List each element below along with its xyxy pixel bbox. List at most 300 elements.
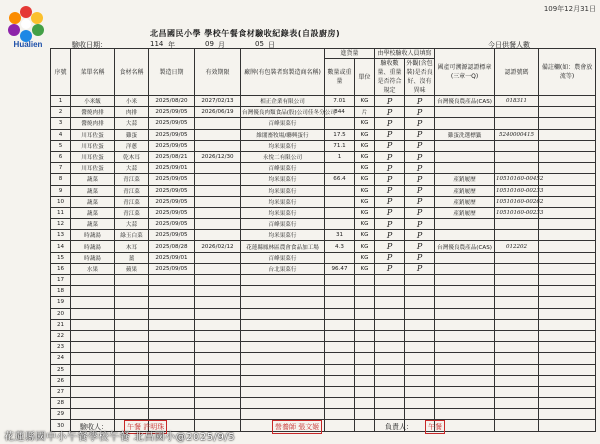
- row-check-odor: [405, 286, 435, 297]
- row-exp: [195, 129, 241, 140]
- row-trace: 台灣優良農產品(CAS): [435, 241, 495, 252]
- row-cert: [495, 342, 539, 353]
- date-year: 114: [150, 40, 164, 48]
- row-cert: [495, 275, 539, 286]
- row-no: 17: [51, 275, 71, 286]
- col-qty: 數量或重量: [325, 59, 355, 96]
- row-mfg: [149, 275, 195, 286]
- row-dish: [71, 319, 115, 330]
- row-trace: 產銷履歷: [435, 185, 495, 196]
- row-check-odor: P: [405, 107, 435, 118]
- row-trace: [435, 286, 495, 297]
- row-remark: [539, 319, 596, 330]
- table-row: [51, 275, 596, 286]
- row-trace: 產銷履歷: [435, 207, 495, 218]
- row-no: 3: [51, 118, 71, 129]
- row-unit: [355, 398, 375, 409]
- row-qty: [325, 207, 355, 218]
- row-remark: [539, 207, 596, 218]
- table-row: [51, 207, 596, 218]
- row-unit: KG: [355, 163, 375, 174]
- row-vendor: [241, 297, 325, 308]
- row-qty: [325, 163, 355, 174]
- row-check-qty: [375, 275, 405, 286]
- table-row: [51, 319, 596, 330]
- row-check-odor: P: [405, 207, 435, 218]
- row-dish: 川耳佐蛋: [71, 151, 115, 162]
- row-dish: [71, 364, 115, 375]
- row-trace: [435, 230, 495, 241]
- row-remark: [539, 308, 596, 319]
- row-ingredient: [115, 319, 149, 330]
- row-mfg: 2025/09/05: [149, 219, 195, 230]
- row-check-qty: P: [375, 140, 405, 151]
- row-qty: [325, 319, 355, 330]
- today-servings-label: 今日供餐人數: [488, 41, 530, 49]
- col-no: 序號: [51, 49, 71, 96]
- row-ingredient: 青江菜: [115, 196, 149, 207]
- row-exp: [195, 353, 241, 364]
- row-remark: [539, 375, 596, 386]
- row-cert: [495, 252, 539, 263]
- row-remark: [539, 330, 596, 341]
- row-ingredient: [115, 297, 149, 308]
- row-remark: [539, 230, 596, 241]
- row-check-odor: [405, 330, 435, 341]
- row-vendor: [241, 275, 325, 286]
- col-vendor: 廠牌(有包裝者寫製造商名稱): [241, 49, 325, 96]
- table-row: [51, 364, 596, 375]
- row-cert: [495, 375, 539, 386]
- row-exp: [195, 286, 241, 297]
- row-check-odor: P: [405, 196, 435, 207]
- row-remark: [539, 174, 596, 185]
- row-exp: [195, 163, 241, 174]
- row-check-odor: P: [405, 219, 435, 230]
- row-remark: [539, 398, 596, 409]
- row-dish: 蔬菜: [71, 196, 115, 207]
- row-unit: KG: [355, 252, 375, 263]
- col-ingredient: 食材名稱: [115, 49, 149, 96]
- date-month: 09: [205, 40, 214, 48]
- row-check-qty: [375, 398, 405, 409]
- row-vendor: 均米果菜行: [241, 185, 325, 196]
- row-unit: 片: [355, 107, 375, 118]
- row-cert: [495, 330, 539, 341]
- row-check-odor: P: [405, 140, 435, 151]
- row-vendor: 花蓮縣鳳林區農會食品加工場: [241, 241, 325, 252]
- row-dish: 蔬菜: [71, 207, 115, 218]
- row-exp: 2026/12/30: [195, 151, 241, 162]
- row-unit: [355, 286, 375, 297]
- row-check-qty: P: [375, 219, 405, 230]
- row-dish: 時蔬湯: [71, 241, 115, 252]
- row-qty: 71.1: [325, 140, 355, 151]
- row-vendor: [241, 308, 325, 319]
- row-vendor: 維閣畜牧場/聯興蛋行: [241, 129, 325, 140]
- row-exp: [195, 263, 241, 274]
- row-remark: [539, 151, 596, 162]
- row-mfg: [149, 286, 195, 297]
- row-mfg: [149, 319, 195, 330]
- row-qty: [325, 353, 355, 364]
- row-cert: [495, 163, 539, 174]
- row-dish: 醬燒肉排: [71, 118, 115, 129]
- row-unit: [355, 364, 375, 375]
- row-no: 18: [51, 286, 71, 297]
- row-qty: [325, 185, 355, 196]
- row-check-odor: P: [405, 174, 435, 185]
- table-row: [51, 107, 596, 118]
- row-vendor: [241, 330, 325, 341]
- row-remark: [539, 364, 596, 375]
- row-ingredient: 蘋果: [115, 263, 149, 274]
- row-ingredient: 小米: [115, 96, 149, 107]
- table-row: [51, 163, 596, 174]
- row-check-odor: P: [405, 241, 435, 252]
- row-check-qty: [375, 286, 405, 297]
- row-check-odor: P: [405, 185, 435, 196]
- row-no: 14: [51, 241, 71, 252]
- row-cert: [495, 353, 539, 364]
- row-cert: 10510160-00262: [495, 196, 539, 207]
- row-mfg: 2025/09/01: [149, 252, 195, 263]
- row-check-odor: [405, 364, 435, 375]
- row-trace: [435, 263, 495, 274]
- row-qty: [325, 252, 355, 263]
- row-check-odor: [405, 275, 435, 286]
- row-cert: [495, 118, 539, 129]
- row-no: 26: [51, 375, 71, 386]
- row-dish: [71, 286, 115, 297]
- row-exp: [195, 275, 241, 286]
- row-unit: [355, 353, 375, 364]
- row-remark: [539, 342, 596, 353]
- row-exp: [195, 207, 241, 218]
- row-vendor: [241, 364, 325, 375]
- row-exp: [195, 297, 241, 308]
- row-unit: [355, 330, 375, 341]
- row-exp: [195, 375, 241, 386]
- row-unit: KG: [355, 96, 375, 107]
- row-mfg: [149, 330, 195, 341]
- table-row: [51, 118, 596, 129]
- row-mfg: 2025/09/05: [149, 129, 195, 140]
- row-check-qty: P: [375, 151, 405, 162]
- row-mfg: 2025/09/05: [149, 263, 195, 274]
- row-mfg: 2025/09/05: [149, 174, 195, 185]
- row-no: 13: [51, 230, 71, 241]
- row-remark: [539, 386, 596, 397]
- row-no: 21: [51, 319, 71, 330]
- row-exp: 2026/06/19: [195, 107, 241, 118]
- row-no: 8: [51, 174, 71, 185]
- row-check-qty: [375, 330, 405, 341]
- row-dish: 時蔬湯: [71, 252, 115, 263]
- row-qty: [325, 297, 355, 308]
- row-ingredient: [115, 364, 149, 375]
- row-exp: [195, 230, 241, 241]
- row-vendor: 百峰果菜行: [241, 219, 325, 230]
- row-unit: [355, 297, 375, 308]
- row-cert: [495, 230, 539, 241]
- row-mfg: [149, 398, 195, 409]
- row-dish: [71, 297, 115, 308]
- row-check-qty: P: [375, 129, 405, 140]
- row-no: 11: [51, 207, 71, 218]
- row-mfg: 2025/09/05: [149, 207, 195, 218]
- row-ingredient: 雞蛋: [115, 129, 149, 140]
- row-remark: [539, 96, 596, 107]
- row-check-odor: [405, 353, 435, 364]
- row-cert: 10510160-00452: [495, 174, 539, 185]
- row-no: 5: [51, 140, 71, 151]
- row-vendor: 均米果菜行: [241, 230, 325, 241]
- row-dish: [71, 275, 115, 286]
- date-day: 05: [255, 40, 264, 48]
- page-title: 北昌國民小學 學校午餐食材驗收紀錄表(自設廚房): [150, 29, 341, 38]
- row-check-qty: [375, 353, 405, 364]
- row-exp: [195, 140, 241, 151]
- table-body: [51, 96, 596, 432]
- col-trace: 國產可溯源認證標章(三章一Q): [435, 49, 495, 96]
- row-no: 16: [51, 263, 71, 274]
- row-mfg: [149, 375, 195, 386]
- table-row: [51, 353, 596, 364]
- row-dish: 蔬菜: [71, 219, 115, 230]
- row-mfg: [149, 297, 195, 308]
- row-dish: [71, 375, 115, 386]
- row-qty: [325, 386, 355, 397]
- table-row: [51, 342, 596, 353]
- table-row: [51, 96, 596, 107]
- row-check-qty: [375, 308, 405, 319]
- row-cert: 10510160-00233: [495, 207, 539, 218]
- row-trace: [435, 353, 495, 364]
- row-check-qty: [375, 342, 405, 353]
- row-trace: [435, 364, 495, 375]
- row-mfg: 2025/09/01: [149, 163, 195, 174]
- row-trace: 雞蛋洗選標籤: [435, 129, 495, 140]
- row-no: 23: [51, 342, 71, 353]
- row-remark: [539, 353, 596, 364]
- row-check-qty: [375, 375, 405, 386]
- row-remark: [539, 297, 596, 308]
- row-no: 25: [51, 364, 71, 375]
- row-qty: 31: [325, 230, 355, 241]
- col-unit: 單位: [355, 59, 375, 96]
- row-trace: [435, 308, 495, 319]
- row-check-qty: [375, 364, 405, 375]
- row-trace: [435, 252, 495, 263]
- row-ingredient: 綠玉白菜: [115, 230, 149, 241]
- date-label: 驗收日期：: [72, 41, 107, 49]
- row-vendor: 均米果菜行: [241, 174, 325, 185]
- row-dish: 川耳佐蛋: [71, 163, 115, 174]
- row-dish: 小米飯: [71, 96, 115, 107]
- col-dish: 菜單名稱: [71, 49, 115, 96]
- row-trace: [435, 151, 495, 162]
- row-ingredient: [115, 353, 149, 364]
- row-vendor: 相正企業有限公司: [241, 96, 325, 107]
- row-check-odor: [405, 297, 435, 308]
- row-mfg: 2025/08/20: [149, 96, 195, 107]
- row-trace: [435, 297, 495, 308]
- row-vendor: [241, 375, 325, 386]
- row-cert: [495, 364, 539, 375]
- row-exp: [195, 219, 241, 230]
- row-unit: KG: [355, 241, 375, 252]
- row-ingredient: [115, 398, 149, 409]
- table-row: [51, 286, 596, 297]
- row-ingredient: 乾木耳: [115, 151, 149, 162]
- watermark-text: 花蓮縣國中小午餐學校午餐 北昌國小@2025/9/5: [4, 432, 236, 443]
- row-qty: [325, 308, 355, 319]
- row-unit: KG: [355, 185, 375, 196]
- row-remark: [539, 140, 596, 151]
- logo-text: Hualien: [13, 40, 43, 49]
- manager-stamp: 午餐: [425, 420, 445, 434]
- row-cert: [495, 308, 539, 319]
- row-ingredient: 木耳: [115, 241, 149, 252]
- row-unit: [355, 375, 375, 386]
- table-row: [51, 398, 596, 409]
- row-no: 29: [51, 409, 71, 420]
- row-vendor: 百峰果菜行: [241, 118, 325, 129]
- row-remark: [539, 163, 596, 174]
- row-no: 20: [51, 308, 71, 319]
- table-row: [51, 129, 596, 140]
- row-check-odor: P: [405, 96, 435, 107]
- manager-label: 負責人：: [385, 423, 413, 431]
- row-exp: [195, 330, 241, 341]
- row-no: 10: [51, 196, 71, 207]
- table-row: [51, 241, 596, 252]
- row-trace: [435, 118, 495, 129]
- row-qty: 66.4: [325, 174, 355, 185]
- row-trace: [435, 219, 495, 230]
- row-unit: KG: [355, 207, 375, 218]
- row-exp: [195, 398, 241, 409]
- row-ingredient: 青江菜: [115, 174, 149, 185]
- row-unit: [355, 342, 375, 353]
- row-cert: 018311: [495, 96, 539, 107]
- row-qty: [325, 398, 355, 409]
- row-vendor: 均米果菜行: [241, 196, 325, 207]
- table-row: [51, 386, 596, 397]
- row-qty: [325, 275, 355, 286]
- row-unit: KG: [355, 151, 375, 162]
- row-no: 27: [51, 386, 71, 397]
- row-mfg: 2025/09/05: [149, 230, 195, 241]
- row-check-qty: P: [375, 174, 405, 185]
- row-check-qty: P: [375, 241, 405, 252]
- row-dish: 時蔬湯: [71, 230, 115, 241]
- row-dish: 水果: [71, 263, 115, 274]
- row-cert: [495, 151, 539, 162]
- col-mfg: 製造日期: [149, 49, 195, 96]
- top-right-date: 109年12月31日: [543, 5, 596, 13]
- row-mfg: [149, 386, 195, 397]
- row-check-odor: [405, 319, 435, 330]
- row-mfg: 2025/09/05: [149, 107, 195, 118]
- row-no: 6: [51, 151, 71, 162]
- row-check-qty: P: [375, 196, 405, 207]
- row-qty: 4.3: [325, 241, 355, 252]
- row-cert: 10510160-00233: [495, 185, 539, 196]
- row-no: 9: [51, 185, 71, 196]
- col-incoming: 進貨量: [325, 49, 375, 59]
- row-no: 19: [51, 297, 71, 308]
- row-exp: [195, 174, 241, 185]
- row-dish: 川耳佐蛋: [71, 140, 115, 151]
- row-trace: [435, 275, 495, 286]
- row-unit: KG: [355, 230, 375, 241]
- row-mfg: 2025/09/05: [149, 185, 195, 196]
- row-check-odor: P: [405, 151, 435, 162]
- row-no: 24: [51, 353, 71, 364]
- row-unit: KG: [355, 196, 375, 207]
- row-trace: 產銷履歷: [435, 196, 495, 207]
- row-trace: [435, 163, 495, 174]
- table-row: [51, 263, 596, 274]
- row-dish: [71, 308, 115, 319]
- row-qty: [325, 364, 355, 375]
- row-remark: [539, 129, 596, 140]
- row-trace: [435, 342, 495, 353]
- row-vendor: [241, 286, 325, 297]
- row-remark: [539, 185, 596, 196]
- row-cert: [495, 140, 539, 151]
- row-no: 30: [51, 420, 71, 431]
- table-row: [51, 375, 596, 386]
- row-vendor: 永悅二有限公司: [241, 151, 325, 162]
- table-row: [51, 252, 596, 263]
- row-ingredient: 大蒜: [115, 219, 149, 230]
- row-mfg: [149, 364, 195, 375]
- row-ingredient: 大蒜: [115, 163, 149, 174]
- row-unit: KG: [355, 219, 375, 230]
- row-dish: 醬燒肉排: [71, 107, 115, 118]
- row-ingredient: 洋蔥: [115, 140, 149, 151]
- table-row: [51, 196, 596, 207]
- row-remark: [539, 107, 596, 118]
- col-exp: 有效期限: [195, 49, 241, 96]
- row-no: 22: [51, 330, 71, 341]
- row-remark: [539, 241, 596, 252]
- row-qty: 17.5: [325, 129, 355, 140]
- col-check-qty: 驗收數量、重量是否符合規定: [375, 59, 405, 96]
- row-remark: [539, 275, 596, 286]
- row-check-odor: P: [405, 163, 435, 174]
- row-remark: [539, 118, 596, 129]
- row-cert: [495, 398, 539, 409]
- row-qty: [325, 375, 355, 386]
- row-cert: 5240000415: [495, 129, 539, 140]
- row-unit: [355, 386, 375, 397]
- row-vendor: [241, 386, 325, 397]
- row-dish: 川耳佐蛋: [71, 129, 115, 140]
- row-qty: [325, 330, 355, 341]
- row-unit: KG: [355, 140, 375, 151]
- row-no: 12: [51, 219, 71, 230]
- row-vendor: 台灣優良肉類食品(股)公司佳冬分公司: [241, 107, 325, 118]
- row-ingredient: [115, 275, 149, 286]
- col-remark: 備註欄(如：農會放流等): [539, 49, 596, 96]
- row-ingredient: [115, 342, 149, 353]
- row-qty: [325, 196, 355, 207]
- row-vendor: 百峰果菜行: [241, 252, 325, 263]
